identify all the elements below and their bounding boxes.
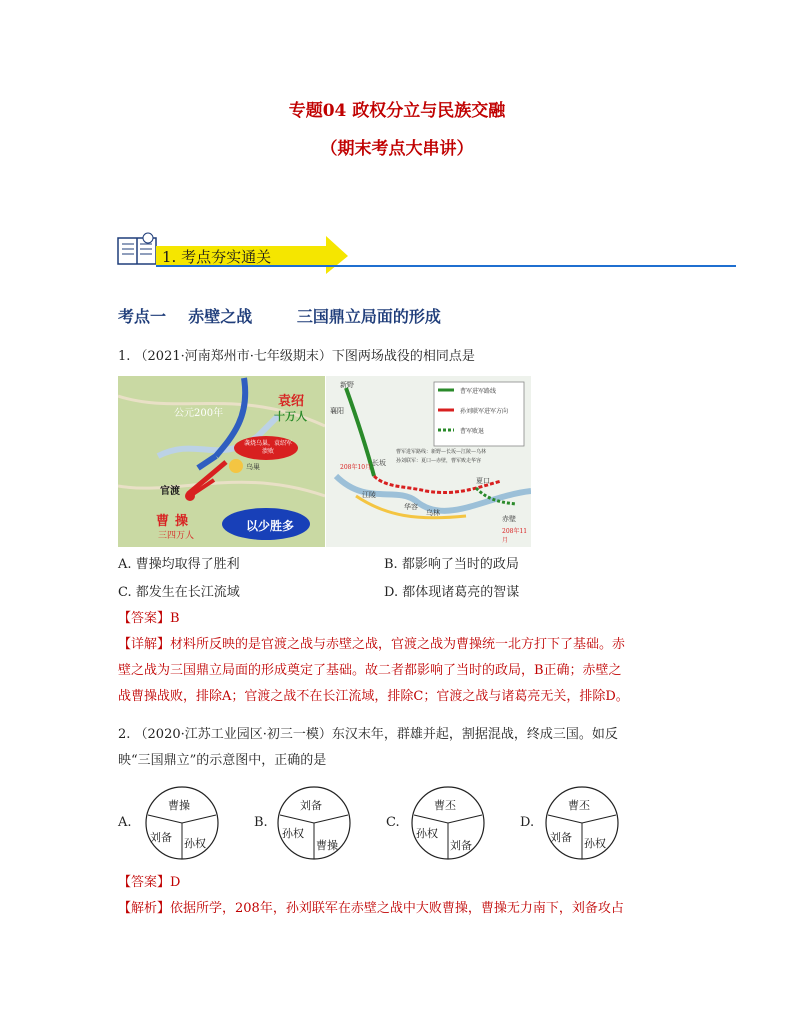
option-letter: C.: [386, 815, 400, 830]
option-d: D. 都体现诸葛亮的智谋: [384, 585, 520, 600]
yuanshao-label: 袁绍: [278, 394, 305, 409]
place-label: 襄阳: [330, 407, 344, 415]
pie-b-left: 孙权: [282, 827, 304, 840]
question-2-stem-2: 映“三国鼎立”的示意图中，正确的是: [118, 753, 327, 768]
place-label: 乌林: [426, 509, 440, 517]
option-b: B. 都影响了当时的政局: [384, 557, 519, 572]
option-letter: B.: [254, 815, 268, 830]
question-1-stem: 1. （2021·河南郑州市·七年级期末）下图两场战役的相同点是: [118, 349, 475, 364]
yuanshao-army-label: 十万人: [274, 410, 307, 423]
pie-a-right: 孙权: [184, 837, 206, 850]
wuchao-bubble: 袭烧乌巢，袁绍军溃败: [243, 440, 292, 455]
pie-c-top: 曹丕: [434, 799, 456, 812]
place-label: 长坂: [372, 459, 386, 467]
pie-b-top: 刘备: [300, 799, 322, 812]
document-subtitle: （期末考点大串讲）: [320, 139, 474, 159]
answer-1: 【答案】B: [118, 611, 180, 626]
guandu-label: 官渡: [160, 486, 180, 497]
topic-heading: 考点一 赤壁之战 三国鼎立局面的形成: [118, 307, 441, 326]
guandu-battle-map: [118, 376, 325, 547]
pie-a-left: 刘备: [150, 831, 172, 844]
chibi-battle-map: [326, 376, 531, 547]
place-label: 江陵: [362, 491, 376, 499]
year-label: 公元200年: [174, 408, 224, 419]
pie-a-top: 曹操: [168, 799, 190, 812]
place-label: 新野: [340, 381, 354, 389]
place-label: 华容: [404, 503, 418, 511]
date-label: 208年10月: [340, 464, 372, 471]
date-label: 208年11月: [502, 528, 528, 544]
place-label: 夏口: [476, 477, 490, 485]
legend-item-3: 曹军败退: [460, 428, 485, 435]
legend-item-2: 孙刘联军进军方向: [460, 408, 509, 415]
question-2-stem: 2. （2020·江苏工业园区·初三一模）东汉末年，群雄并起，割据混战，终成三国。如反: [118, 727, 618, 742]
pie-options: [118, 785, 698, 865]
caocao-label: 曹操: [156, 514, 195, 529]
option-c: C. 都发生在长江流域: [118, 585, 240, 600]
document-title: 专题04 政权分立与民族交融: [288, 101, 506, 121]
caocao-army-label: 三四万人: [158, 531, 195, 541]
option-a: A. 曹操均取得了胜利: [118, 557, 240, 572]
place-label: 赤壁: [502, 515, 516, 523]
pie-d-left: 刘备: [550, 831, 572, 844]
answer-2: 【答案】D: [118, 875, 181, 890]
map-notes: 曹军进军路线：新野—长坂—江陵—乌林 孙刘联军：夏口—赤壁，曹军败走华容: [396, 449, 487, 464]
section-label: 1. 考点夯实通关: [162, 248, 272, 266]
wuchao-label: 乌巢: [246, 463, 260, 471]
pie-d-right: 孙权: [584, 837, 606, 850]
explanation-2: 【解析】依据所学，208年，孙刘联军在赤壁之战中大败曹操，曹操无力南下，刘备攻占: [118, 901, 624, 916]
pie-b-right: 曹操: [316, 839, 338, 852]
option-letter: D.: [520, 815, 535, 830]
pie-c-right: 刘备: [450, 839, 472, 852]
book-icon: [118, 233, 156, 264]
section-header: [116, 230, 736, 270]
pie-d-top: 曹丕: [568, 799, 590, 812]
cloud-label: 以少胜多: [246, 519, 295, 533]
legend-item-1: 曹军进军路线: [460, 388, 497, 395]
option-letter: A.: [118, 815, 132, 830]
pie-c-left: 孙权: [416, 827, 438, 840]
explanation-1: 【详解】材料所反映的是官渡之战与赤壁之战，官渡之战为曹操统一北方打下了基础。赤 壁之战为三国鼎立局面的形成奠定了基础。故二者都影响了当时的政局，B正确；赤壁之 战曹操战败，排除A；官渡之战不在长江流域，排除C；官渡之战与诸葛亮无关，排除D。: [118, 637, 629, 704]
